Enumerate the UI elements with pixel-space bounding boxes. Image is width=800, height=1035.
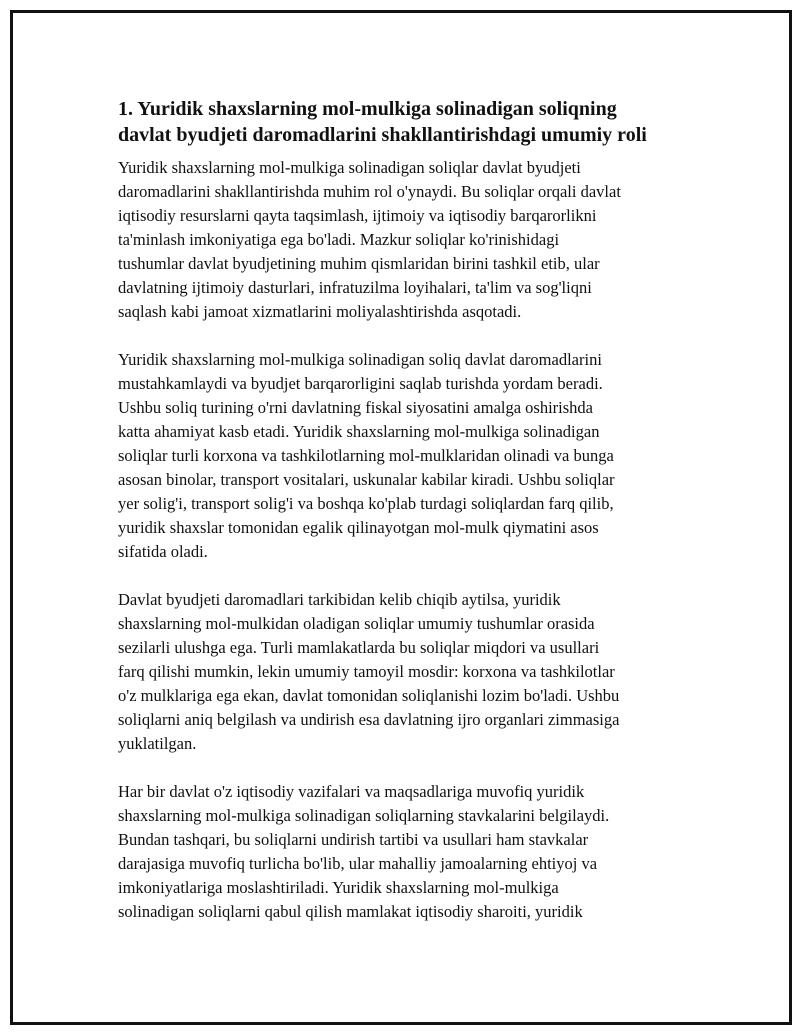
paragraph-1: Yuridik shaxslarning mol-mulkiga solinadigan soliqlar davlat byudjeti daromadlarini shakllantirishda muhim rol o'ynaydi. Bu soliqlar orqali davlat iqtisodiy resurslarni qayta taqsimlash, ijtimoiy va iqtisodiy barqarorlikni ta'minlash imkoniyatiga ega bo'ladi. Mazkur soliqlar ko'rinishidagi tushumlar davlat byudjetining muhim qismlaridan birini tashkil etib, ular davlatning ijtimoiy dasturlari, infratuzilma loyihalari, ta'lim va sog'liqni saqlash kabi jamoat xizmatlarini moliyalashtirishda asqotadi. xyxy=(118,158,621,321)
paragraph-4: Har bir davlat o'z iqtisodiy vazifalari va maqsadlariga muvofiq yuridik shaxslarning mol-mulkiga solinadigan soliqlarning stavkalarini belgilaydi. Bundan tashqari, bu soliqlarni undirish tartibi va usullari ham stavkalar darajasiga muvofiq turlicha bo'lib, ular mahalliy jamoalarning ehtiyoj va imkoniyatlariga moslashtiriladi. Yuridik shaxslarning mol-mulkiga solinadigan soliqlarni qabul qilish mamlakat iqtisodiy sharoiti, yuridik xyxy=(118,782,610,921)
document-body xyxy=(118,96,688,948)
paragraph-2: Yuridik shaxslarning mol-mulkiga solinadigan soliq davlat daromadlarini mustahkamlaydi va byudjet barqarorligini saqlab turishda yordam beradi. Ushbu soliq turining o'rni davlatning fiskal siyosatini amalga oshirishda katta ahamiyat kasb etadi. Yuridik shaxslarning mol-mulkiga solinadigan soliqlar turli korxona va tashkilotlarning mol-mulklaridan olinadi va bunga asosan binolar, transport vositalari, uskunalar kabilar kiradi. Ushbu soliqlar yer solig'i, transport solig'i va boshqa ko'plab turdagi soliqlardan farq qilib, yuridik shaxslar tomonidan egalik qilinayotgan mol-mulk qiymatini asos sifatida oladi. xyxy=(118,350,615,561)
section-heading: 1. Yuridik shaxslarning mol-mulkiga solinadigan soliqning davlat byudjeti daromadlarini shakllantirishdagi umumiy roli xyxy=(118,98,647,146)
paragraph-3: Davlat byudjeti daromadlari tarkibidan kelib chiqib aytilsa, yuridik shaxslarning mol-mulkidan oladigan soliqlar umumiy tushumlar orasida sezilarli ulushga ega. Turli mamlakatlarda bu soliqlar miqdori va usullari farq qilishi mumkin, lekin umumiy tamoyil mosdir: korxona va tashkilotlar o'z mulklariga ega ekan, davlat tomonidan soliqlanishi lozim bo'ladi. Ushbu soliqlarni aniq belgilash va undirish esa davlatning ijro organlari zimmasiga yuklatilgan. xyxy=(118,590,620,753)
page-frame xyxy=(10,10,792,1025)
